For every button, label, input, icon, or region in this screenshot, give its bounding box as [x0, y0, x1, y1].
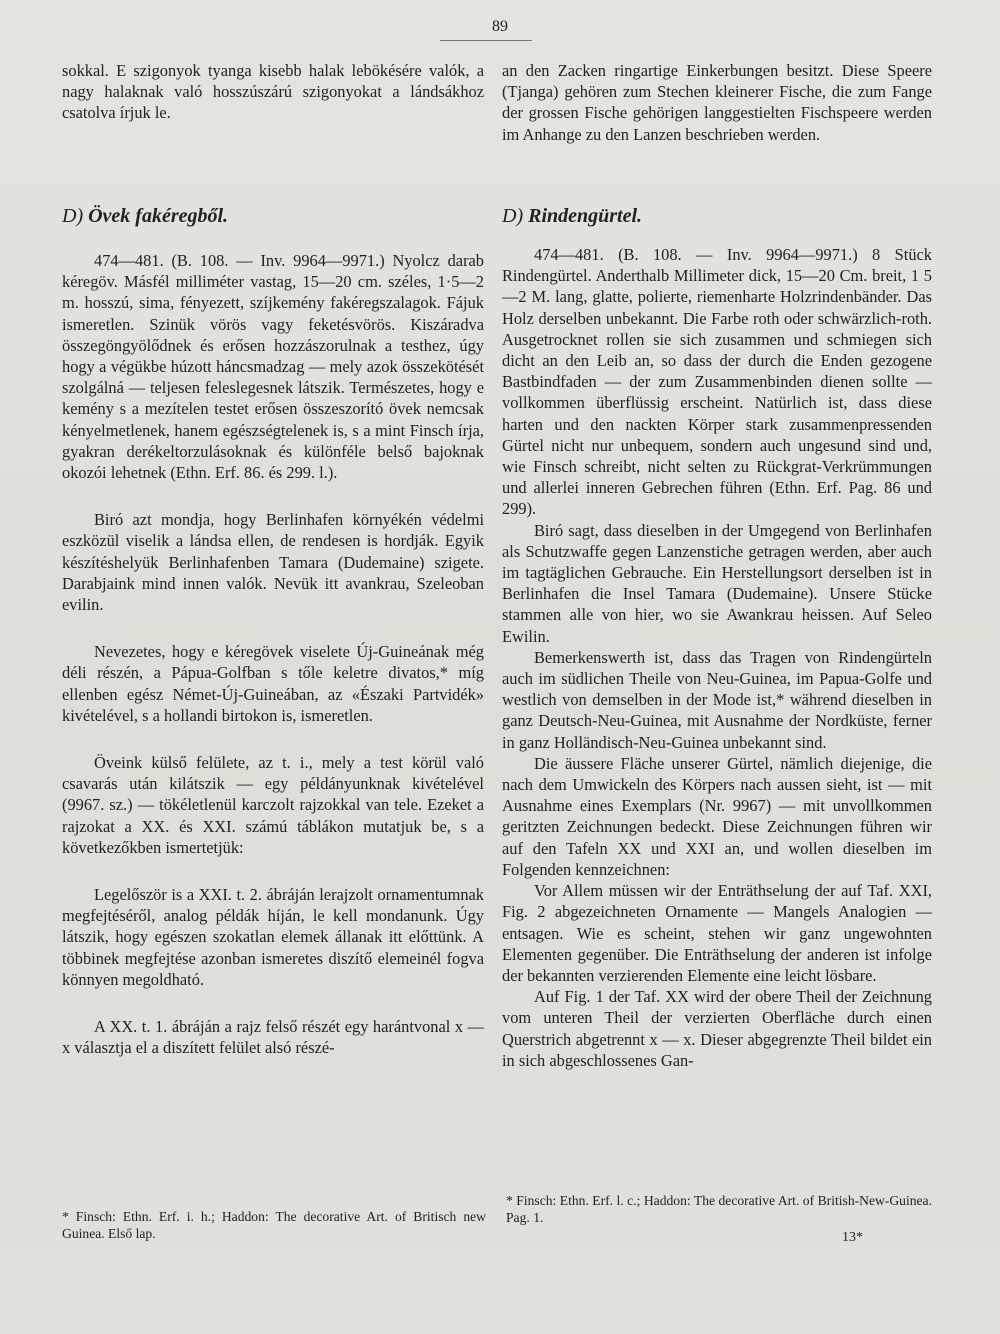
left-intro-paragraph: sokkal. E szigonyok tyanga kisebb halak lebökésére valók, a nagy halaknak való hosszúszárú szigonyokat a lándsákhoz csatolva írjuk le. — [62, 61, 484, 123]
left-paragraph-4: Öveink külső felülete, az t. i., mely a test körül való csavarás után kilátszik — egy példányunknak kivételével (9967. sz.) — tökéletlenül karczolt rajzokkal van tele. Ezeket a rajzokat a XX. és XXI. számú táblákon mutatjuk be, s a következőkben ismertetjük: — [62, 753, 484, 857]
left-section-heading — [62, 206, 484, 227]
right-paragraph-4: Die äussere Fläche unserer Gürtel, nämlich diejenige, die nach dem Umwickeln des Körpers nach aussen sieht, ist — mit Ausnahme eines Exemplars (Nr. 9967) — mit unvollkommen geritzten Zeichnungen bedeckt. Diese Zeichnungen führen wir auf den Tafeln XX und XXI an, und wollen dieselben im Folgenden kennzeichnen: — [502, 753, 932, 879]
left-column — [62, 60, 484, 124]
right-paragraph-2: Biró sagt, dass dieselben in der Umgegend von Berlinhafen als Schutzwaffe gegen Lanzenstiche getragen werden, aber auch im tagtäglichen Gebrauche. Ein Herstellungsort derselben ist in Berlinhafen die Insel Tamara (Dudemaine). Unsere Stücke stammen alle von hier, wo sie Awankrau heissen. Auf Seleo Ewilin. — [502, 520, 932, 646]
left-heading-text: Övek fakéregből. — [88, 205, 229, 227]
right-heading-letter: D) — [502, 205, 524, 227]
page-number: 89 — [492, 18, 508, 35]
left-paragraph-3: Nevezetes, hogy e kéregövek viselete Új-Guineának még déli részén, a Pápua-Golfban s tőle keletre divatos,* míg ellenben egész Német-Új-Guineában, az «Északi Partvidék» kivételével, s a hollandi birtokon is, ismeretlen. — [62, 642, 484, 725]
left-paragraph-1: 474—481. (B. 108. — Inv. 9964—9971.) Nyolcz darab kéregöv. Másfél milliméter vastag, 15—20 cm. széles, 1·5—2 m. hosszú, sima, fényezett, szíjkemény fakéregszalagok. Fájuk ismeretlen. Szinük vörös vagy feketésvörös. Kiszáradva összegöngyölődnek és erősen hozzászorulnak a testhez, úgy hogy a végükbe húzott háncsmadzag — mely azok összekötését szolgálná — teljesen feleslegesnek látszik. Természetes, hogy e kemény s a mezítelen testet erősen összeszorító övek nemcsak kényelmetlenek, hanem egészségtelenek is, s a mint Finsch írja, gyakran derékeltorzulásoknak és különféle belső bajoknak okozói lehetnek (Ethn. Erf. 86. és 299. l.). — [62, 251, 484, 483]
left-paragraph-6: A XX. t. 1. ábráján a rajz felső részét egy harántvonal x — x választja el a diszített felület alsó részé- — [62, 1017, 484, 1058]
right-footnote: * Finsch: Ethn. Erf. l. c.; Haddon: The decorative Art. of British-New-Guinea. Pag. 1. — [506, 1193, 932, 1225]
right-heading-text: Rindengürtel. — [528, 205, 643, 227]
page-number-rule — [440, 40, 532, 41]
right-body — [502, 244, 932, 1071]
right-paragraph-3: Bemerkenswerth ist, dass das Tragen von Rindengürteln auch im südlichen Theile von Neu-Guinea, im Papua-Golfe und westlich von demselben in der Mode ist,* während dieselben in ganz Deutsch-Neu-Guinea, mit Ausnahme der Nordküste, ferner in ganz Holländisch-Neu-Guinea unbekannt sind. — [502, 647, 932, 752]
left-paragraph-5: Legelőször is a XXI. t. 2. ábráján lerajzolt ornamentumnak megfejtéséről, analog példák híján, le kell mondanunk. Úgy látszik, hogy egészen szokatlan elemek állanak itt előttünk. A többinek megfejtése azonban ismeretes diszítő elemeinél fogva könnyen megoldható. — [62, 885, 484, 989]
right-paragraph-1: 474—481. (B. 108. — Inv. 9964—9971.) 8 Stück Rindengürtel. Anderthalb Millimeter dick, 15—20 Cm. breit, 1 5—2 M. lang, glatte, polierte, riemenharte Holzrindenbänder. Das Holz derselben unbekannt. Die Farbe roth oder schwärzlich-roth. Ausgetrocknet rollen sie sich zusammen und schmiegen sich dicht an den Leib an, so dass der durch die Enden gezogene Bastbindfaden — der zum Zusammenbinden dienen sollte — vollkommen überflüssig erscheint. Natürlich ist, dass diese harten und den nackten Körper stark zusammenpressenden Gürtel nicht nur unbequem, sondern auch ungesund sind und, wie Finsch schreibt, nicht selten zu Rückgrat-Verkrümmungen und allerlei inneren Gebrechen führen (Ethn. Erf. Pag. 86 und 299). — [502, 245, 932, 519]
left-footnote: * Finsch: Ethn. Erf. i. h.; Haddon: The decorative Art. of Britisch new Guinea. Első lap. — [62, 1209, 486, 1241]
left-body — [62, 250, 484, 1059]
left-heading-letter: D) — [62, 205, 84, 227]
signature-mark: 13* — [842, 1230, 863, 1245]
right-section-heading — [502, 206, 932, 227]
right-intro-paragraph: an den Zacken ringartige Einkerbungen besitzt. Diese Speere (Tjanga) gehören zum Stechen kleinerer Fische, die zum Fange der grossen Fische gehörigen langgestielten Fischspeere werden im Anhange zu den Lanzen beschrieben werden. — [502, 61, 932, 144]
right-paragraph-6: Auf Fig. 1 der Taf. XX wird der obere Theil der Zeichnung vom unteren Theil der verzierten Oberfläche durch einen Querstrich abgetrennt x — x. Dieser abgegrenzte Theil bildet ein in sich abgeschlossenes Gan- — [502, 987, 932, 1070]
right-column — [502, 60, 932, 145]
left-paragraph-2: Biró azt mondja, hogy Berlinhafen környékén védelmi eszközül viselik a lándsa ellen, de rendesen is hordják. Egyik készítéshelyük Berlinhafenben Tamara (Dudemaine) szigete. Darabjaink mind innen valók. Nevük itt avankrau, Szeleoban evilin. — [62, 510, 484, 615]
right-paragraph-5: Vor Allem müssen wir der Enträthselung der auf Taf. XXI, Fig. 2 abgezeichneten Ornamente — Mangels Analogien — entsagen. Wie es scheint, stehen wir ganz ungewohnten Elementen gegenüber. Die Enträthselung der anderen ist infolge der bekannten verzierenden Elemente eine leicht lösbare. — [502, 881, 932, 985]
